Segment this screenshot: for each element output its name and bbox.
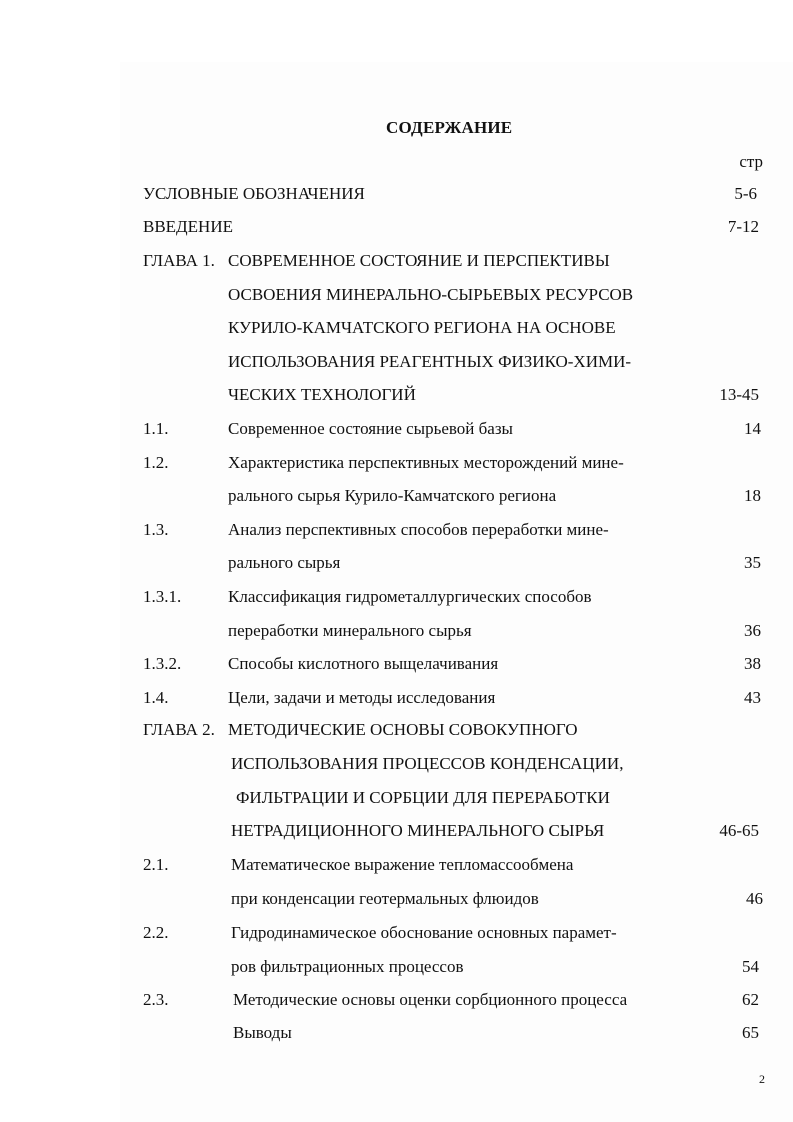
toc-entry-page: 43 bbox=[744, 688, 761, 707]
toc-entry-text: СОВРЕМЕННОЕ СОСТОЯНИЕ И ПЕРСПЕКТИВЫ bbox=[228, 251, 610, 270]
toc-entry-continuation: ИСПОЛЬЗОВАНИЯ РЕАГЕНТНЫХ ФИЗИКО-ХИМИ- bbox=[228, 352, 632, 371]
toc-entry-text: УСЛОВНЫЕ ОБОЗНАЧЕНИЯ bbox=[143, 184, 365, 203]
toc-entry-page: 46 bbox=[746, 889, 763, 908]
toc-entry-page: 7-12 bbox=[727, 217, 759, 236]
toc-entry-text: Цели, задачи и методы исследования bbox=[228, 688, 496, 707]
toc-title: СОДЕРЖАНИЕ bbox=[386, 118, 513, 137]
toc-entry-number: 2.1. bbox=[143, 855, 169, 874]
toc-entry-continuation: рального сырья Курило-Камчатского региона bbox=[228, 486, 557, 505]
toc-entry-page: 54 bbox=[742, 957, 759, 976]
toc-entry-number: 1.4. bbox=[143, 688, 169, 707]
toc-entry-continuation: КУРИЛО-КАМЧАТСКОГО РЕГИОНА НА ОСНОВЕ bbox=[228, 318, 616, 337]
toc-entry-page: 5-6 bbox=[734, 184, 757, 203]
toc-entry-number: 2.2. bbox=[143, 923, 169, 942]
toc-entry-text: Гидродинамическое обоснование основных парамет- bbox=[231, 923, 617, 942]
page-column-header: стр bbox=[739, 152, 763, 171]
toc-entry-number: 1.3. bbox=[143, 520, 169, 539]
toc-entry-number: ГЛАВА 1. bbox=[143, 251, 215, 270]
toc-entry-text: Способы кислотного выщелачивания bbox=[228, 654, 499, 673]
toc-entry-number: 1.3.1. bbox=[143, 587, 182, 606]
toc-entry-page: 36 bbox=[744, 621, 761, 640]
toc-entry-number: 1.2. bbox=[143, 453, 169, 472]
toc-entry-text: ВВЕДЕНИЕ bbox=[143, 217, 233, 236]
toc-entry-text: Классификация гидрометаллургических способов bbox=[228, 587, 592, 606]
toc-entry-continuation: ОСВОЕНИЯ МИНЕРАЛЬНО-СЫРЬЕВЫХ РЕСУРСОВ bbox=[228, 285, 634, 304]
toc-entry-text: Выводы bbox=[233, 1023, 292, 1042]
toc-entry-text: Современное состояние сырьевой базы bbox=[228, 419, 513, 438]
toc-entry-text: Математическое выражение тепломассообмена bbox=[231, 855, 574, 874]
toc-entry-page: 35 bbox=[744, 553, 761, 572]
toc-entry-page: 65 bbox=[742, 1023, 759, 1042]
toc-entry-number: 2.3. bbox=[143, 990, 169, 1009]
toc-entry-page: 38 bbox=[744, 654, 761, 673]
toc-entry-page: 18 bbox=[744, 486, 761, 505]
toc-entry-continuation: ров фильтрационных процессов bbox=[231, 957, 464, 976]
toc-entry-page: 14 bbox=[744, 419, 761, 438]
toc-entry-continuation: рального сырья bbox=[228, 553, 341, 572]
toc-entry-number: 1.1. bbox=[143, 419, 169, 438]
toc-entry-number: 1.3.2. bbox=[143, 654, 182, 673]
toc-entry-text: МЕТОДИЧЕСКИЕ ОСНОВЫ СОВОКУПНОГО bbox=[228, 720, 578, 739]
toc-entry-continuation: ИСПОЛЬЗОВАНИЯ ПРОЦЕССОВ КОНДЕНСАЦИИ, bbox=[231, 754, 624, 773]
toc-entry-continuation: ФИЛЬТРАЦИИ И СОРБЦИИ ДЛЯ ПЕРЕРАБОТКИ bbox=[236, 788, 610, 807]
toc-entry-text: Характеристика перспективных месторождений мине- bbox=[228, 453, 624, 472]
toc-entry-continuation: ЧЕСКИХ ТЕХНОЛОГИЙ bbox=[228, 385, 416, 404]
toc-entry-page: 62 bbox=[742, 990, 759, 1009]
toc-entry-number: ГЛАВА 2. bbox=[143, 720, 215, 739]
toc-entry-text: Анализ перспективных способов переработки мине- bbox=[228, 520, 609, 539]
toc-entry-page: 13-45 bbox=[719, 385, 759, 404]
page-number: 2 bbox=[759, 1072, 765, 1086]
toc-entry-page: 46-65 bbox=[719, 821, 759, 840]
toc-entry-continuation: переработки минерального сырья bbox=[228, 621, 472, 640]
toc-entry-continuation: НЕТРАДИЦИОННОГО МИНЕРАЛЬНОГО СЫРЬЯ bbox=[231, 821, 605, 840]
toc-entry-text: Методические основы оценки сорбционного процесса bbox=[233, 990, 628, 1009]
toc-entry-continuation: при конденсации геотермальных флюидов bbox=[231, 889, 539, 908]
